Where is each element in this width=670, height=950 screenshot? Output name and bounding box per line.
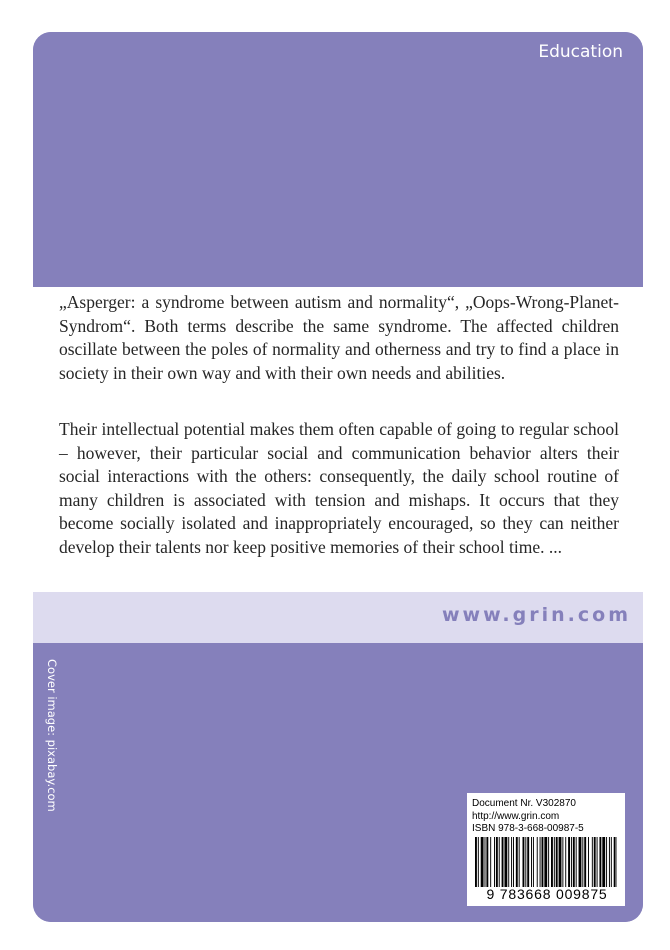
barcode-bar [556,837,558,887]
barcode-bar [568,837,570,887]
barcode-bar [533,837,534,887]
barcode-bar [525,837,526,887]
document-number: Document Nr. V302870 [472,798,576,809]
barcode-bar [579,837,582,887]
document-info [472,798,584,836]
barcode-bar [602,837,605,887]
barcode-bar [485,837,486,887]
barcode-bar [599,837,601,887]
barcode-bar [576,837,577,887]
barcode-bar [551,837,553,887]
isbn-number: ISBN 978-3-668-00987-5 [472,823,584,834]
barcode-bar [588,837,589,887]
barcode-bar [614,837,616,887]
website-url[interactable]: www.grin.com [441,604,631,626]
barcode-bar [606,837,607,887]
barcode-bar [531,837,532,887]
barcode-bar [542,837,544,887]
back-cover [33,32,643,922]
barcode-bar [496,837,498,887]
barcode-bar [548,837,549,887]
cover-image-credit: Cover image: pixabay.com [45,659,59,812]
barcode-bar [523,837,525,887]
barcode-bar [519,837,520,887]
barcode-bar [573,837,575,887]
barcode-bar [540,837,541,887]
barcode-bar [511,837,512,887]
bottom-panel [33,643,643,922]
barcode-bar [537,837,538,887]
barcode-bar [481,837,484,887]
barcode-bar [508,837,509,887]
barcode-bar [592,837,593,887]
barcode-bar [571,837,572,887]
barcode-bar [516,837,518,887]
document-info-box [467,793,625,906]
barcode-bar [611,837,612,887]
blurb-panel [33,287,643,592]
document-website[interactable]: http://www.grin.com [472,810,560,822]
blurb-paragraph-2: Their intellectual potential makes them often capable of going to regular school – however, their particular social and communication behavior alters their social interactions with the others: consequently, the daily school routine of many children is associated with tension and mishaps. It occurs that they become socially isolated and inappropriately encouraged, so they can neither develop their talents nor keep positive memories of their school time. ... [59,419,619,557]
barcode-bar [584,837,586,887]
barcode-bar [559,837,562,887]
barcode-bar [562,837,563,887]
barcode-bar [499,837,500,887]
barcode-bar [494,837,495,887]
barcode-bar [554,837,555,887]
barcode-bar [594,837,596,887]
barcode-bar [504,837,507,887]
barcode-bar [527,837,529,887]
barcode-bar [475,837,477,887]
barcode-bar [609,837,610,887]
barcode-bar [490,837,491,887]
barcode-bar [502,837,504,887]
barcode-bar [544,837,547,887]
barcode-bar [486,837,488,887]
blurb-paragraph-1: „Asperger: a syndrome between autism and normality“, „Oops-Wrong-Planet-Syndrom“. Both terms describe the same syndrome. The affected children oscillate between the poles of normality and otherness and try to find a place in society in their own way and with their own needs and abilities. [59,292,619,383]
barcode-bar [565,837,566,887]
barcode-bar [478,837,479,887]
isbn-barcode [475,837,617,887]
barcode-bar [513,837,514,887]
category-label: Education [538,42,623,62]
website-band [33,592,643,643]
top-panel [33,32,643,287]
barcode-digits: 9 783668 009875 [486,886,608,902]
barcode-bar [582,837,583,887]
barcode-bar [597,837,598,887]
